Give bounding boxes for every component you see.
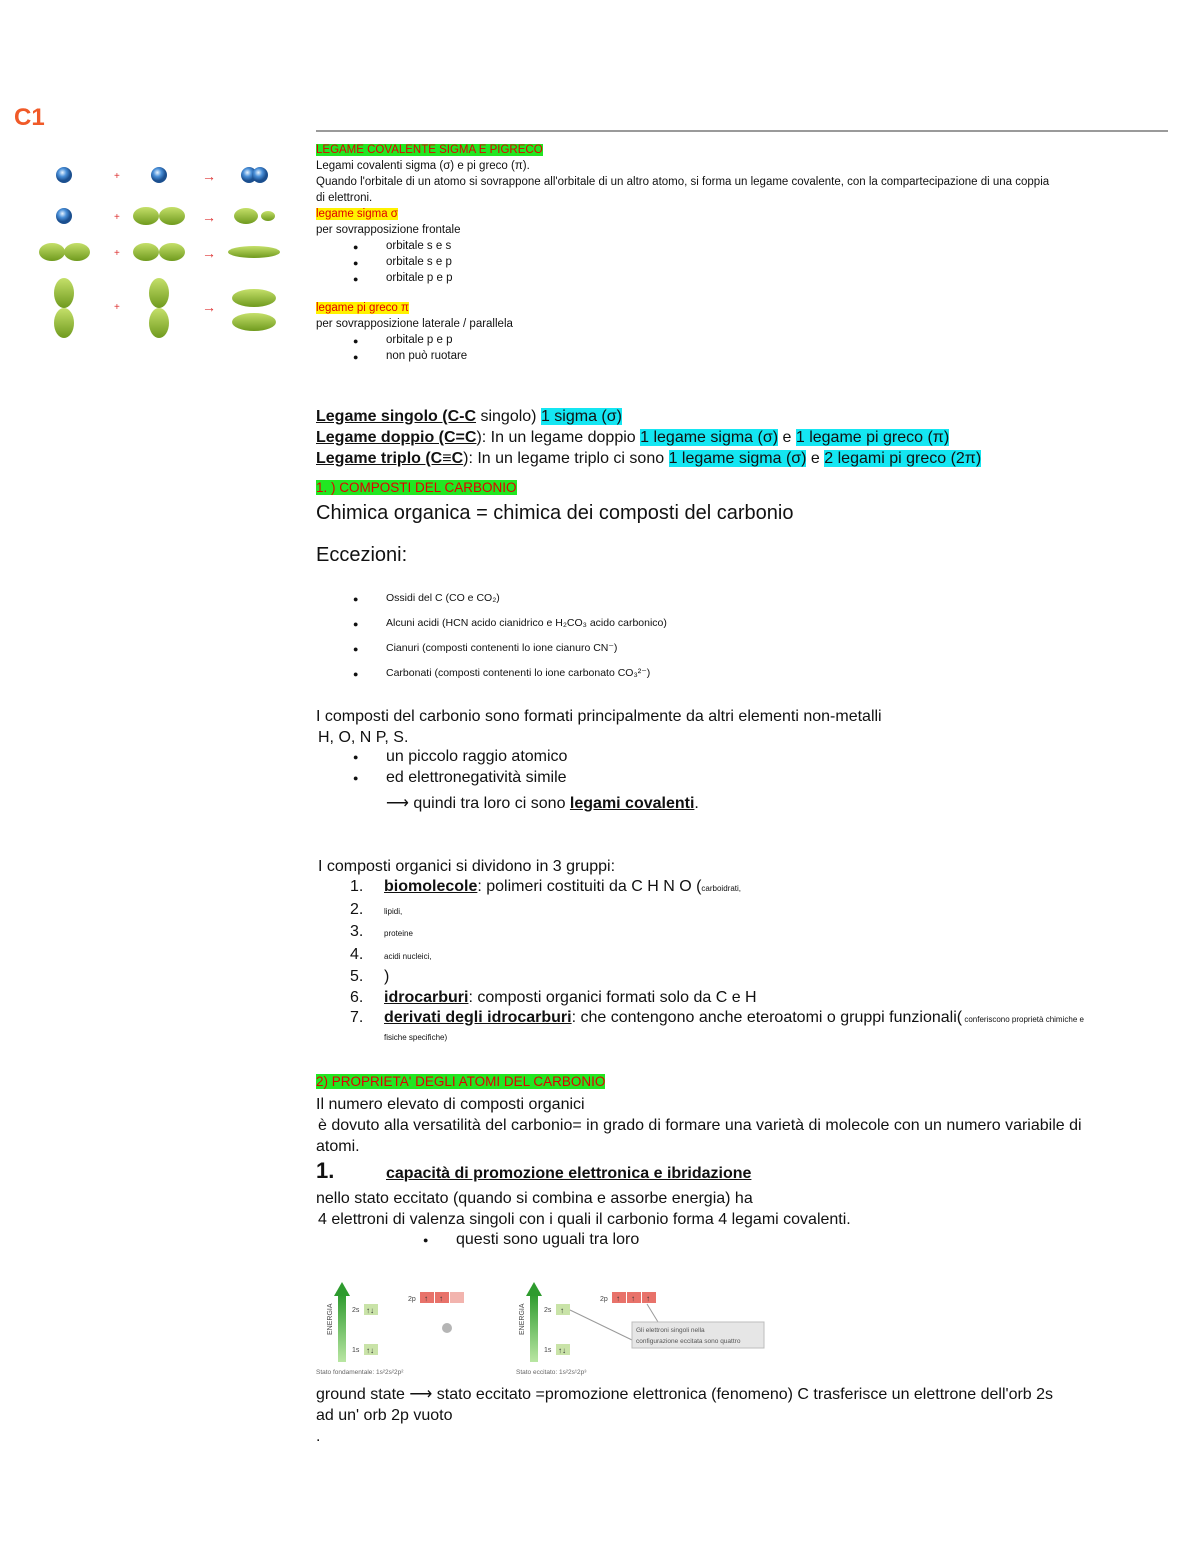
list-item: ● Carbonati (composti contenenti lo ione carbonato CO₃²⁻): [386, 661, 667, 686]
list-item: ● un piccolo raggio atomico: [386, 746, 567, 767]
svg-text:→: →: [202, 299, 216, 315]
pi-label: legame pi greco π: [316, 302, 409, 314]
list-item: ● orbitale p e p: [386, 332, 1049, 348]
bond-types: Legame singolo (C-C singolo) 1 sigma (σ) Legame doppio (C=C): In un legame doppio 1 legame sigma (σ) e 1 legame pi greco (π) Legame triplo (C≡C): In un legame triplo ci sono 1 legame sigma (σ) e 2 legami pi greco (2π): [316, 408, 982, 467]
highlight: 1 sigma (σ): [540, 408, 622, 425]
svg-text:2p: 2p: [600, 1296, 608, 1303]
sigma-label: legame sigma σ: [316, 208, 398, 220]
section-heading: 2) PROPRIETA' DEGLI ATOMI DEL CARBONIO: [316, 1074, 606, 1089]
highlight: 2 legami pi greco (2π): [824, 450, 982, 467]
exceptions-list: [386, 586, 667, 686]
groups-list: 1. biomolecole: polimeri costituiti da C H N O (carboidrati, 2. lipidi, 3. proteine 4. acidi nucleici, 5. ) 6. idrocarburi: composti organici formati solo da C e H 7. derivati degli idrocarburi: che contengono anche eteroatomi o gruppi funzionali( conferiscono proprietà chimiche e fisiche specifiche): [350, 878, 1084, 1042]
bond-term: Legame singolo (C-C: [316, 408, 477, 425]
svg-text:↑↓: ↑↓: [558, 1346, 566, 1355]
bond-term: Legame doppio (C=C: [316, 429, 477, 446]
intro-line: di elettroni.: [316, 192, 373, 204]
properties-list: [386, 746, 567, 788]
svg-text:2s: 2s: [352, 1307, 360, 1314]
svg-text:↑: ↑: [560, 1306, 564, 1315]
pi-desc: per sovrapposizione laterale / parallela: [316, 318, 513, 330]
excited-state-diagram: [512, 1280, 768, 1376]
intro-line: Quando l'orbitale di un atomo si sovrappone all'orbitale di un altro atomo, si forma un legame covalente, con la compartecipazione di una coppia: [316, 176, 1050, 188]
svg-text:+: +: [114, 171, 120, 182]
list-item: ● Cianuri (composti contenenti lo ione cianuro CN⁻): [386, 636, 667, 661]
page-label: C1: [14, 104, 45, 131]
sec2-paragraph: Il numero elevato di composti organici è dovuto alla versatilità del carbonio= in grado di formare una varietà di molecole con un numero variabile di atomi.: [316, 1096, 1082, 1155]
exceptions-title: Eccezioni:: [316, 544, 408, 566]
sigma-list: [386, 238, 1049, 286]
section-sigma: [316, 142, 1049, 364]
excited-paragraph: nello stato eccitato (quando si combina e assorbe energia) ha 4 elettroni di valenza singoli con i quali il carbonio forma 4 legami covalenti.: [316, 1190, 851, 1228]
svg-text:↑: ↑: [631, 1294, 635, 1303]
sigma-desc: per sovrapposizione frontale: [316, 224, 461, 236]
arrow-line: ⟶ quindi tra loro ci sono legami covalenti.: [386, 795, 699, 812]
svg-text:1s: 1s: [352, 1347, 360, 1354]
svg-text:1s: 1s: [544, 1347, 552, 1354]
pi-list: [386, 332, 1049, 364]
svg-text:ENERGIA: ENERGIA: [519, 1303, 526, 1335]
bond-term: Legame triplo (C≡C: [316, 450, 464, 467]
svg-text:2p: 2p: [408, 1296, 416, 1303]
highlight: 1 legame pi greco (π): [795, 429, 950, 446]
list-item: ● non può ruotare: [386, 348, 1049, 364]
svg-text:↑: ↑: [646, 1294, 650, 1303]
svg-text:+: +: [114, 212, 120, 223]
section-heading: 1. ) COMPOSTI DEL CARBONIO: [316, 480, 517, 495]
highlight: 1 legame sigma (σ): [640, 429, 779, 446]
svg-text:2s: 2s: [544, 1307, 552, 1314]
point-heading: 1. capacità di promozione elettronica e ibridazione: [316, 1158, 752, 1183]
svg-text:↑↓: ↑↓: [366, 1306, 374, 1315]
svg-text:→: →: [202, 209, 216, 225]
list-item: ● questi sono uguali tra loro: [456, 1229, 639, 1250]
svg-text:+: +: [114, 248, 120, 259]
svg-text:+: +: [114, 302, 120, 313]
svg-text:ENERGIA: ENERGIA: [327, 1303, 334, 1335]
list-item: ● orbitale p e p: [386, 270, 1049, 286]
svg-text:↑↓: ↑↓: [366, 1346, 374, 1355]
composed-paragraph: I composti del carbonio sono formati principalmente da altri elementi non-metalli H, O, N P, S.: [316, 708, 882, 746]
svg-text:↑: ↑: [439, 1294, 443, 1303]
equal-list: [456, 1229, 639, 1250]
groups-intro: I composti organici si dividono in 3 gruppi:: [318, 858, 616, 875]
svg-text:Stato eccitato: 1s²2s¹2p³: Stato eccitato: 1s²2s¹2p³: [516, 1369, 587, 1376]
section-heading: LEGAME COVALENTE SIGMA E PIGRECO: [316, 144, 543, 156]
list-item: ● orbitale s e s: [386, 238, 1049, 254]
big-title: Chimica organica = chimica dei composti del carbonio: [316, 502, 794, 524]
svg-text:→: →: [202, 245, 216, 261]
svg-text:Stato fondamentale: 1s²2s²2p²: Stato fondamentale: 1s²2s²2p²: [316, 1369, 404, 1376]
svg-text:configurazione eccitata sono q: configurazione eccitata sono quattro: [636, 1338, 741, 1345]
list-item: ● orbitale s e p: [386, 254, 1049, 270]
svg-text:↑: ↑: [616, 1294, 620, 1303]
list-item: ● Alcuni acidi (HCN acido cianidrico e H₂CO₃ acido carbonico): [386, 611, 667, 636]
ground-state-diagram: [312, 1280, 492, 1376]
svg-text:→: →: [202, 168, 216, 184]
intro-line: Legami covalenti sigma (σ) e pi greco (π).: [316, 160, 530, 172]
list-item: ● ed elettronegatività simile: [386, 767, 567, 788]
svg-text:Gli elettroni singoli nella: Gli elettroni singoli nella: [636, 1327, 705, 1334]
bottom-paragraph: ground state ⟶ stato eccitato =promozione elettronica (fenomeno) C trasferisce un elettrone dell'orb 2s ad un' orb 2p vuoto .: [316, 1386, 1054, 1445]
highlight: 1 legame sigma (σ): [668, 450, 807, 467]
orbital-overlap-figure: [34, 160, 284, 350]
svg-text:↑: ↑: [424, 1294, 428, 1303]
list-item: ● Ossidi del C (CO e CO₂): [386, 586, 667, 611]
divider: [316, 130, 1168, 132]
